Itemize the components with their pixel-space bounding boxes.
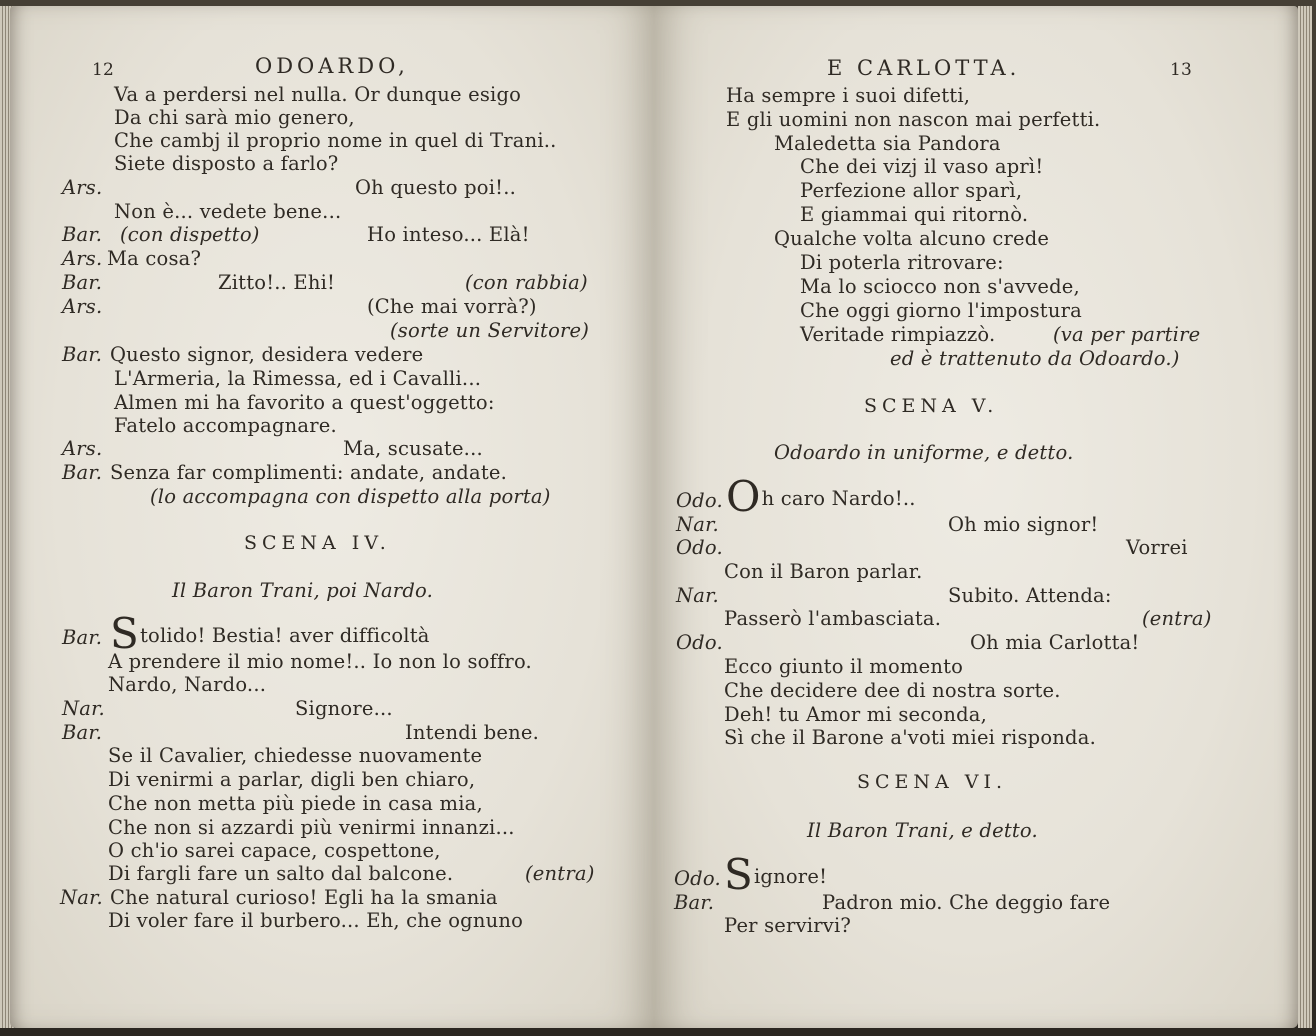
text-line: Ha sempre i suoi difetti, — [726, 84, 971, 107]
text-line: Ma cosa? — [107, 247, 202, 270]
text-line: Va a perdersi nel nulla. Or dunque esigo — [114, 83, 522, 106]
text-line: Ma lo sciocco non s'avvede, — [800, 275, 1080, 298]
text-line: Vorrei — [1126, 536, 1188, 559]
text-line: L'Armeria, la Rimessa, ed i Cavalli... — [114, 367, 482, 390]
scene-characters: Il Baron Trani, e detto. — [807, 819, 1038, 842]
text-line: Che dei vizj il vaso aprì! — [800, 155, 1044, 178]
text-line: Che oggi giorno l'impostura — [800, 299, 1082, 322]
text-line: Deh! tu Amor mi seconda, — [724, 703, 987, 726]
text-line: Che natural curioso! Egli ha la smania — [110, 886, 498, 909]
text-line: Almen mi ha favorito a quest'oggetto: — [114, 391, 495, 414]
right-page-edges — [1298, 6, 1312, 1028]
stage-direction: (con dispetto) — [120, 223, 260, 246]
text-line: (Che mai vorrà?) — [367, 295, 537, 318]
text-line: O ch'io sarei capace, cospettone, — [108, 839, 441, 862]
stage-direction: (sorte un Servitore) — [390, 319, 590, 342]
text-line: Che non si azzardi più venirmi innanzi... — [108, 816, 515, 839]
text-line: Che cambj il proprio nome in quel di Trani.. — [114, 129, 557, 152]
drop-cap: S — [724, 850, 753, 899]
stage-direction: (lo accompagna con dispetto alla porta) — [150, 485, 551, 508]
text-line: Senza far complimenti: andate, andate. — [110, 461, 507, 484]
text-line: Siete disposto a farlo? — [114, 152, 339, 175]
speaker-label: Odo. — [674, 867, 721, 890]
text-line: Se il Cavalier, chiedesse nuovamente — [108, 744, 483, 767]
scene-characters: Il Baron Trani, poi Nardo. — [172, 579, 434, 602]
stage-direction: (entra) — [1142, 607, 1212, 630]
stage-direction: (va per partire — [1053, 323, 1201, 346]
text-line — [724, 850, 828, 899]
text-line: Non è... vedete bene... — [114, 200, 342, 223]
text-line: Intendi bene. — [405, 721, 540, 744]
text-line: Perfezione allor sparì, — [800, 179, 1023, 202]
speaker-label: Bar. — [62, 343, 103, 366]
text-line — [726, 472, 916, 521]
scene-characters: Odoardo in uniforme, e detto. — [774, 441, 1074, 464]
text-line: E giammai qui ritornò. — [800, 203, 1029, 226]
stage-direction: (entra) — [525, 862, 595, 885]
text-line: Ho inteso... Elà! — [367, 223, 530, 246]
text-line: Signore... — [295, 697, 393, 720]
text-line: Ecco giunto il momento — [724, 655, 964, 678]
text-line: Di poterla ritrovare: — [800, 251, 1004, 274]
speaker-label: Bar. — [62, 223, 103, 246]
speaker-label: Nar. — [60, 886, 103, 909]
text-line: Che decidere dee di nostra sorte. — [724, 679, 1061, 702]
scene-heading: SCENA VI. — [857, 771, 1008, 793]
text-line: A prendere il mio nome!.. Io non lo soffro. — [108, 650, 532, 673]
text-line: Passerò l'ambasciata. — [724, 607, 942, 630]
speaker-label: Nar. — [676, 584, 719, 607]
speaker-label: Ars. — [62, 437, 103, 460]
speaker-label: Bar. — [62, 721, 103, 744]
text-line: Padron mio. Che deggio fare — [822, 891, 1111, 914]
text-line: Qualche volta alcuno crede — [774, 227, 1050, 250]
text-line: Questo signor, desidera vedere — [110, 343, 424, 366]
text-line: Che non metta più piede in casa mia, — [108, 792, 483, 815]
speaker-label: Nar. — [62, 697, 105, 720]
speaker-label: Ars. — [62, 176, 103, 199]
text-line: Nardo, Nardo... — [108, 673, 267, 696]
text-line: Maledetta sia Pandora — [774, 132, 1001, 155]
speaker-label: Nar. — [676, 513, 719, 536]
right-page — [654, 6, 1298, 1028]
text-line: Di voler fare il burbero... Eh, che ognuno — [108, 909, 524, 932]
drop-cap: O — [726, 472, 761, 521]
text-line: Per servirvi? — [724, 914, 852, 937]
text-line: Con il Baron parlar. — [724, 560, 923, 583]
speaker-label: Ars. — [62, 295, 103, 318]
text-line: Zitto!.. Ehi! — [218, 271, 336, 294]
text-line — [110, 609, 430, 658]
text-line: Oh questo poi!.. — [355, 176, 516, 199]
text-line: Fatelo accompagnare. — [114, 414, 337, 437]
text-line: E gli uomini non nascon mai perfetti. — [726, 108, 1101, 131]
scene-heading: SCENA IV. — [244, 532, 391, 554]
text-line: Da chi sarà mio genero, — [114, 106, 355, 129]
stage-direction: (con rabbia) — [465, 271, 588, 294]
scene-heading: SCENA V. — [864, 395, 999, 417]
page-number: 13 — [1170, 60, 1193, 80]
running-head: E CARLOTTA. — [827, 56, 1021, 80]
text-line: Subito. Attenda: — [948, 584, 1112, 607]
text-line: Di fargli fare un salto dal balcone. — [108, 862, 454, 885]
speaker-label: Odo. — [676, 489, 723, 512]
text-line: Oh mio signor! — [948, 513, 1099, 536]
speaker-label: Odo. — [676, 631, 723, 654]
speaker-label: Ars. — [62, 247, 103, 270]
text-line: Ma, scusate... — [343, 437, 483, 460]
page-number: 12 — [92, 60, 115, 80]
text-line: Oh mia Carlotta! — [970, 631, 1140, 654]
left-page — [10, 6, 654, 1028]
speaker-label: Bar. — [62, 461, 103, 484]
text-line: Di venirmi a parlar, digli ben chiaro, — [108, 768, 476, 791]
text-line-rest: h caro Nardo!.. — [761, 487, 916, 510]
text-line: Veritade rimpiazzò. — [800, 323, 996, 346]
running-head: ODOARDO, — [255, 54, 409, 78]
speaker-label: Bar. — [674, 891, 715, 914]
text-line: Sì che il Barone a'voti miei risponda. — [724, 726, 1096, 749]
drop-cap: S — [110, 609, 139, 658]
text-line-rest: tolido! Bestia! aver difficoltà — [139, 624, 430, 647]
text-line-rest: ignore! — [753, 865, 828, 888]
speaker-label: Bar. — [62, 626, 103, 649]
speaker-label: Odo. — [676, 536, 723, 559]
speaker-label: Bar. — [62, 271, 103, 294]
stage-direction: ed è trattenuto da Odoardo.) — [890, 347, 1180, 370]
